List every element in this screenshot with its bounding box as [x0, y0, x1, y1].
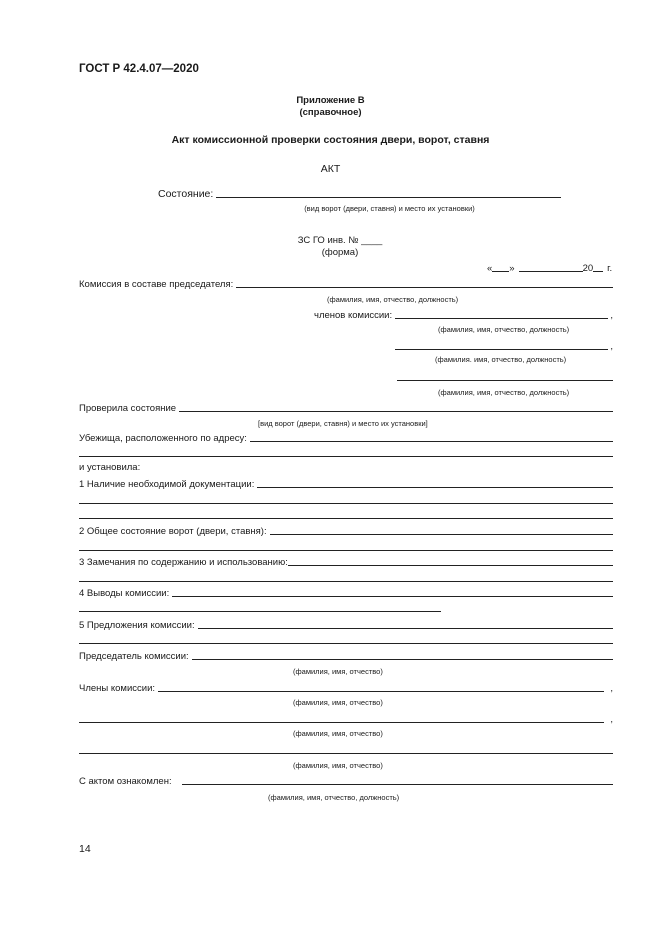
members2-label: Члены комиссии:: [79, 683, 156, 694]
item3-label: 3 Замечания по содержанию и использованию:: [79, 557, 288, 568]
checked-field[interactable]: [179, 411, 613, 412]
appendix-title: Приложение В: [296, 95, 365, 106]
commission-row: [79, 278, 613, 290]
members2-hint-2: (фамилия, имя, отчество): [293, 729, 383, 738]
members2-row-2: [79, 713, 613, 725]
member-row-2: [395, 340, 613, 352]
document-code: ГОСТ Р 42.4.07—2020: [79, 63, 199, 75]
chairman-field[interactable]: [236, 287, 613, 288]
member-hint-3: (фамилия, имя, отчество, должность): [438, 388, 570, 397]
acquainted-row: [79, 775, 613, 787]
acquainted-hint: (фамилия, имя, отчество, должность): [268, 793, 400, 802]
member-field-3[interactable]: [397, 380, 613, 381]
comma: ,: [610, 341, 613, 352]
date-year-prefix: 20: [582, 263, 594, 274]
item2-row: [79, 525, 613, 537]
shelter-label: Убежища, расположенного по адресу:: [79, 433, 247, 444]
date-quote-close: »: [509, 263, 515, 274]
state-field[interactable]: [216, 197, 561, 198]
item1-row: [79, 478, 613, 490]
state-label: Состояние:: [158, 188, 214, 200]
appendix-type: (справочное): [299, 107, 362, 118]
item3-field-2[interactable]: [79, 581, 613, 582]
members-row: [314, 309, 613, 321]
item1-label: 1 Наличие необходимой документации:: [79, 479, 255, 490]
shelter-field-2[interactable]: [79, 456, 613, 457]
item4-row: [79, 587, 613, 599]
members2-hint-3: (фамилия, имя, отчество): [293, 761, 383, 770]
page-number: 14: [79, 843, 91, 855]
comma: ,: [610, 310, 613, 321]
item1-field[interactable]: [257, 487, 613, 488]
member-field-2[interactable]: [395, 349, 608, 350]
item4-field-2[interactable]: [79, 611, 441, 612]
member-hint-1: (фамилия, имя, отчество, должность): [438, 325, 570, 334]
members-label: членов комиссии:: [314, 310, 393, 321]
appendix-heading: Акт комиссионной проверки состояния двери, ворот, ставня: [171, 134, 490, 146]
form-label: (форма): [321, 247, 359, 258]
comma: ,: [610, 683, 613, 694]
item5-field-2[interactable]: [79, 643, 613, 644]
item3-row: [79, 556, 613, 568]
chair-row: [79, 650, 613, 662]
chair-field[interactable]: [192, 659, 613, 660]
chair-label: Председатель комиссии:: [79, 651, 189, 662]
members2-hint-1: (фамилия, имя, отчество): [293, 698, 383, 707]
item1-field-2[interactable]: [79, 503, 613, 504]
item5-label: 5 Предложения комиссии:: [79, 620, 195, 631]
members2-field-1[interactable]: [158, 691, 604, 692]
date-quote-open: «: [487, 263, 493, 274]
shelter-row: [79, 432, 613, 444]
item2-field[interactable]: [270, 534, 613, 535]
chair-hint: (фамилия, имя, отчество): [293, 667, 383, 676]
chairman-hint: (фамилия, имя, отчество, должность): [327, 295, 459, 304]
item4-label: 4 Выводы комиссии:: [79, 588, 170, 599]
date-year-field[interactable]: [593, 271, 603, 272]
members2-row: [79, 682, 613, 694]
date-row: [487, 262, 613, 274]
zs-inventory: ЗС ГО инв. № ____: [297, 235, 383, 246]
item5-row: [79, 619, 613, 631]
member-hint-2: (фамилия. имя, отчество, должность): [435, 355, 567, 364]
members2-field-3[interactable]: [79, 753, 613, 754]
checked-label: Проверила состояние: [79, 403, 177, 414]
acquainted-label: С актом ознакомлен:: [79, 776, 172, 787]
item4-field[interactable]: [172, 596, 613, 597]
date-day-field[interactable]: [492, 271, 509, 272]
acquainted-field[interactable]: [182, 784, 613, 785]
item3-field[interactable]: [288, 565, 613, 566]
members2-field-2[interactable]: [79, 722, 604, 723]
commission-label: Комиссия в составе председателя:: [79, 279, 234, 290]
checked-row: [79, 402, 613, 414]
member-field-1[interactable]: [395, 318, 608, 319]
checked-hint: [вид ворот (двери, ставня) и место их установки]: [258, 419, 428, 428]
shelter-field[interactable]: [250, 441, 613, 442]
date-year-suffix: г.: [607, 263, 613, 274]
item2-field-2[interactable]: [79, 550, 613, 551]
item5-field[interactable]: [198, 628, 613, 629]
state-row: [158, 188, 561, 200]
date-month-field[interactable]: [519, 271, 583, 272]
established-label: и установила:: [79, 462, 141, 473]
act-title: АКТ: [320, 163, 341, 175]
comma: ,: [610, 714, 613, 725]
state-hint: (вид ворот (двери, ставня) и место их установки): [304, 204, 475, 213]
item1-field-3[interactable]: [79, 518, 613, 519]
item2-label: 2 Общее состояние ворот (двери, ставня):: [79, 526, 267, 537]
